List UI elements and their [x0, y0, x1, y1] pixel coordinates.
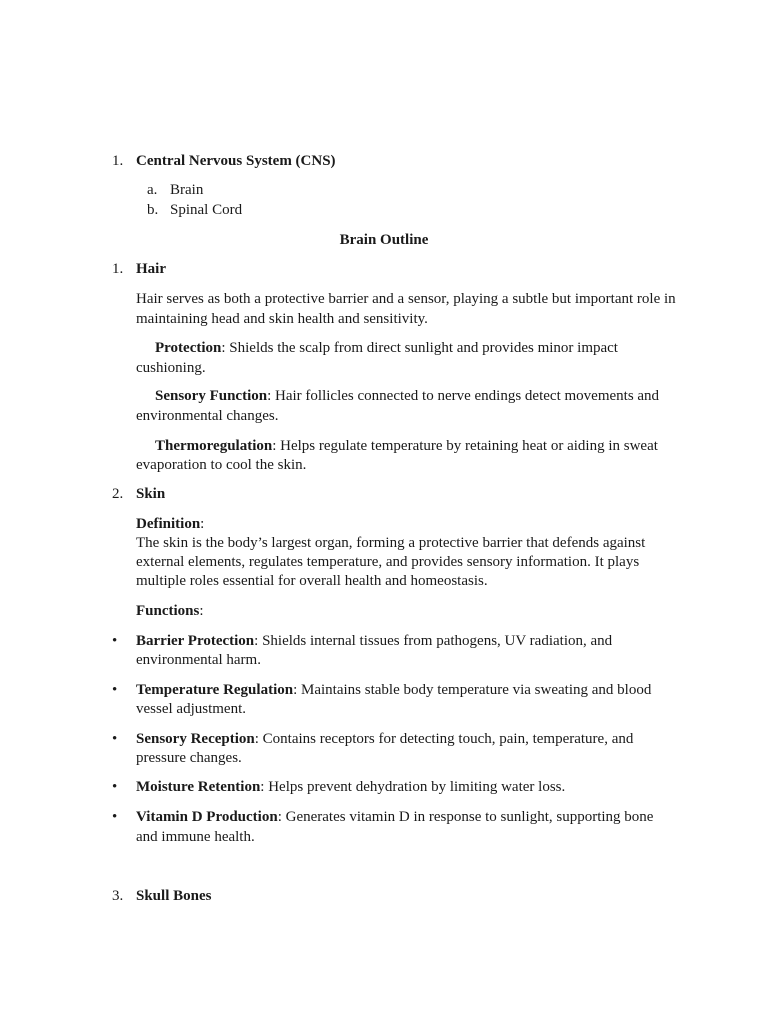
- hair-sensory: Sensory Function: Hair follicles connected to nerve endings detect movements and: [155, 388, 660, 404]
- function-item: Barrier Protection: Shields internal tissues from pathogens, UV radiation, and: [136, 633, 613, 649]
- definition-line: external elements, regulates temperature, and provides sensory information. It plays: [136, 554, 640, 570]
- function-item-cont: environmental harm.: [136, 652, 261, 668]
- bullet-icon: •: [112, 809, 118, 825]
- list-number: 1.: [112, 261, 124, 277]
- hair-sensory-cont: environmental changes.: [136, 408, 279, 424]
- bullet-icon: •: [112, 731, 118, 747]
- function-item: Sensory Reception: Contains receptors for detecting touch, pain, temperature, and: [136, 731, 634, 747]
- function-item: Vitamin D Production: Generates vitamin D in response to sunlight, supporting bone: [136, 809, 654, 825]
- skull-bones-heading: Skull Bones: [136, 888, 212, 904]
- sublist-item-spinal-cord: Spinal Cord: [170, 202, 243, 218]
- sublist-letter: a.: [147, 182, 158, 198]
- hair-intro-line: maintaining head and skin health and sensitivity.: [136, 311, 428, 327]
- function-item-cont: vessel adjustment.: [136, 701, 246, 717]
- functions-label: Functions:: [136, 603, 204, 619]
- bullet-icon: •: [112, 682, 118, 698]
- bullet-icon: •: [112, 633, 118, 649]
- cns-heading: Central Nervous System (CNS): [136, 153, 336, 169]
- sublist-letter: b.: [147, 202, 159, 218]
- function-item: Temperature Regulation: Maintains stable body temperature via sweating and blood: [136, 682, 652, 698]
- hair-thermo-cont: evaporation to cool the skin.: [136, 457, 307, 473]
- hair-heading: Hair: [136, 261, 166, 277]
- skin-heading: Skin: [136, 486, 166, 502]
- hair-intro-line: Hair serves as both a protective barrier and a sensor, playing a subtle but important role in: [136, 291, 676, 307]
- bullet-icon: •: [112, 779, 118, 795]
- sublist-item-brain: Brain: [170, 182, 204, 198]
- list-number: 3.: [112, 888, 124, 904]
- definition-label: Definition:: [136, 516, 205, 532]
- definition-line: The skin is the body’s largest organ, forming a protective barrier that defends against: [136, 535, 646, 551]
- definition-line: multiple roles essential for overall health and homeostasis.: [136, 573, 488, 589]
- function-item: Moisture Retention: Helps prevent dehydration by limiting water loss.: [136, 779, 566, 795]
- hair-protection: Protection: Shields the scalp from direct sunlight and provides minor impact: [155, 340, 618, 356]
- brain-outline-heading: Brain Outline: [339, 232, 429, 248]
- function-item-cont: pressure changes.: [136, 750, 242, 766]
- list-number: 1.: [112, 153, 124, 169]
- hair-protection-cont: cushioning.: [136, 360, 206, 376]
- list-number: 2.: [112, 486, 124, 502]
- function-item-cont: and immune health.: [136, 829, 255, 845]
- hair-thermo: Thermoregulation: Helps regulate temperature by retaining heat or aiding in sweat: [155, 438, 658, 454]
